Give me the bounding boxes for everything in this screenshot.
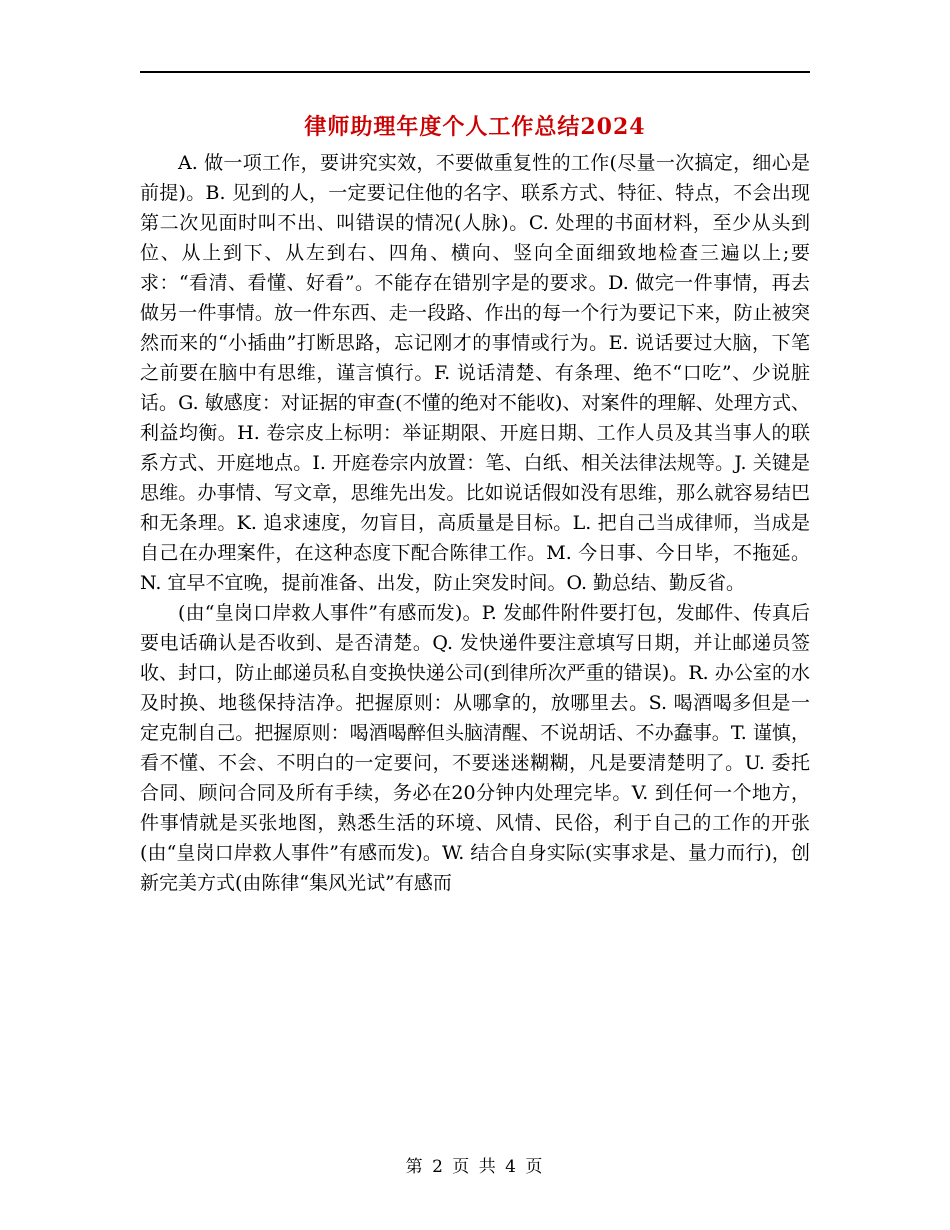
paragraph-1: A. 做一项工作，要讲究实效，不要做重复性的工作(尽量一次搞定，细心是前提)。B. 见到的人，一定要记住他的名字、联系方式、特征、特点，不会出现第二次见面时叫不出、叫错误的情况(人脉)。C. 处理的书面材料，至少从头到位、从上到下、从左到右、四角、横向、竖向全面细致地检查三遍以上;要求：“看清、看懂、好看”。不能存在错别字是的要求。D. 做完一件事情，再去做另一件事情。放一件东西、走一段路、作出的每一个行为要记下来，防止被突然而来的“小插曲”打断思路，忘记刚才的事情或行为。E. 说话要过大脑，下笔之前要在脑中有思维，谨言慎行。F. 说话清楚、有条理、绝不“口吃”、少说脏话。G. 敏感度：对证据的审查(不懂的绝对不能收)、对案件的理解、处理方式、利益均衡。H. 卷宗皮上标明：举证期限、开庭日期、工作人员及其当事人的联系方式、开庭地点。I. 开庭卷宗内放置：笔、白纸、相关法律法规等。J. 关键是思维。办事情、写文章，思维先出发。比如说话假如没有思维，那么就容易结巴和无条理。K. 追求速度，勿盲目，高质量是目标。L. 把自己当成律师，当成是自己在办理案件，在这种态度下配合陈律工作。M. 今日事、今日毕，不拖延。N. 宜早不宜晚，提前准备、出发，防止突发时间。O. 勤总结、勤反省。 xyxy=(140,152,810,594)
document-title: 律师助理年度个人工作总结2024 xyxy=(304,114,646,140)
header-rule xyxy=(140,71,810,73)
paragraph-2: (由“皇岗口岸救人事件”有感而发)。P. 发邮件附件要打包，发邮件、传真后要电话确认是否收到、是否清楚。Q. 发快递件要注意填写日期，并让邮递员签收、封口，防止邮递员私自变换快递公司(到律所次严重的错误)。R. 办公室的水及时换、地毯保持洁净。把握原则：从哪拿的，放哪里去。S. 喝酒喝多但是一定克制自己。把握原则：喝酒喝醉但头脑清醒、不说胡话、不办蠢事。T. 谨慎，看不懂、不会、不明白的一定要问，不要迷迷糊糊，凡是要清楚明了。U. 委托合同、顾问合同及所有手续，务必在20分钟内处理完毕。V. 到任何一个地方，件事情就是买张地图，熟悉生活的环境、风情、民俗，利于自己的工作的开张(由“皇岗口岸救人事件”有感而发)。W. 结合自身实际(实事求是、量力而行)，创新完美方式(由陈律“集风光试”有感而 xyxy=(140,602,810,894)
document-body xyxy=(140,148,810,898)
page-number: 第 2 页 共 4 页 xyxy=(405,1157,545,1177)
